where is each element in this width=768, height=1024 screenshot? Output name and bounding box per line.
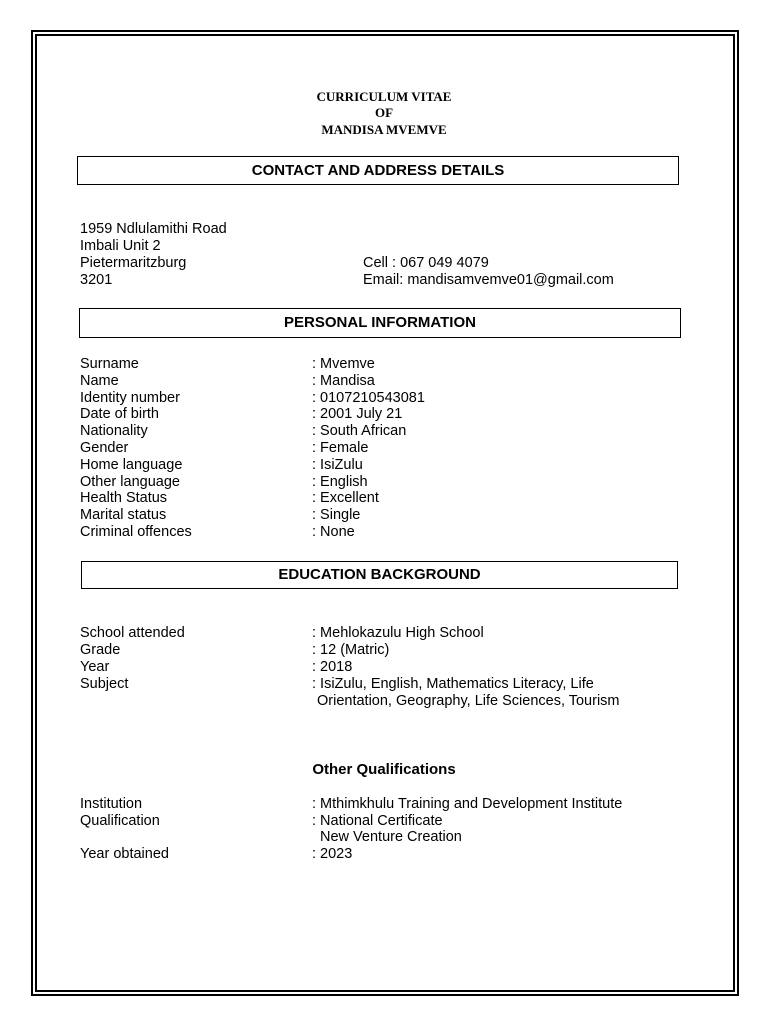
subject-value-line1: : IsiZulu, English, Mathematics Literacy, Life xyxy=(312,676,594,692)
institution-label: Institution xyxy=(80,796,143,812)
cv-title-line2: OF xyxy=(374,105,394,120)
personal-label: Date of birth xyxy=(80,406,159,422)
other-qualifications-heading: Other Qualifications xyxy=(312,761,456,778)
address-line-4: 3201 xyxy=(80,272,113,288)
personal-label: Surname xyxy=(80,356,139,372)
year-value: : 2018 xyxy=(312,659,353,675)
personal-value: : None xyxy=(312,524,355,540)
year-obtained-label: Year obtained xyxy=(80,846,169,862)
qualification-label: Qualification xyxy=(80,813,160,829)
personal-value: : English xyxy=(312,474,368,490)
personal-label: Gender xyxy=(80,440,129,456)
grade-label: Grade xyxy=(80,642,121,658)
personal-value: : Female xyxy=(312,440,369,456)
personal-value: : 0107210543081 xyxy=(312,390,425,406)
personal-label: Other language xyxy=(80,474,180,490)
personal-label: Criminal offences xyxy=(80,524,192,540)
personal-value: : Single xyxy=(312,507,361,523)
personal-value: : 2001 July 21 xyxy=(312,406,403,422)
address-line-2: Imbali Unit 2 xyxy=(80,238,161,254)
personal-label: Name xyxy=(80,373,119,389)
qualification-value-line2: New Venture Creation xyxy=(320,829,462,845)
address-line-3: Pietermaritzburg xyxy=(80,255,187,271)
personal-value: : IsiZulu xyxy=(312,457,363,473)
personal-label: Marital status xyxy=(80,507,167,523)
school-label: School attended xyxy=(80,625,185,641)
personal-label: Identity number xyxy=(80,390,180,406)
personal-value: : Mandisa xyxy=(312,373,375,389)
education-section-heading: EDUCATION BACKGROUND xyxy=(81,561,678,589)
personal-label: Nationality xyxy=(80,423,148,439)
personal-label: Home language xyxy=(80,457,183,473)
year-label: Year xyxy=(80,659,110,675)
cell-number: Cell : 067 049 4079 xyxy=(363,255,489,271)
address-line-1: 1959 Ndlulamithi Road xyxy=(80,221,227,237)
subject-label: Subject xyxy=(80,676,129,692)
school-value: : Mehlokazulu High School xyxy=(312,625,484,641)
personal-label: Health Status xyxy=(80,490,168,506)
year-obtained-value: : 2023 xyxy=(312,846,353,862)
cv-title-name: MANDISA MVEMVE xyxy=(321,122,447,137)
personal-value: : Mvemve xyxy=(312,356,375,372)
personal-section-heading: PERSONAL INFORMATION xyxy=(79,308,681,338)
personal-value: : South African xyxy=(312,423,407,439)
personal-value: : Excellent xyxy=(312,490,379,506)
institution-value: : Mthimkhulu Training and Development Institute xyxy=(312,796,623,812)
grade-value: : 12 (Matric) xyxy=(312,642,390,658)
qualification-value-line1: : National Certificate xyxy=(312,813,443,829)
subject-value-line2: Orientation, Geography, Life Sciences, Tourism xyxy=(317,693,620,709)
contact-section-heading: CONTACT AND ADDRESS DETAILS xyxy=(77,156,679,185)
cv-title-line1: CURRICULUM VITAE xyxy=(316,89,452,104)
email-address: Email: mandisamvemve01@gmail.com xyxy=(363,272,614,288)
